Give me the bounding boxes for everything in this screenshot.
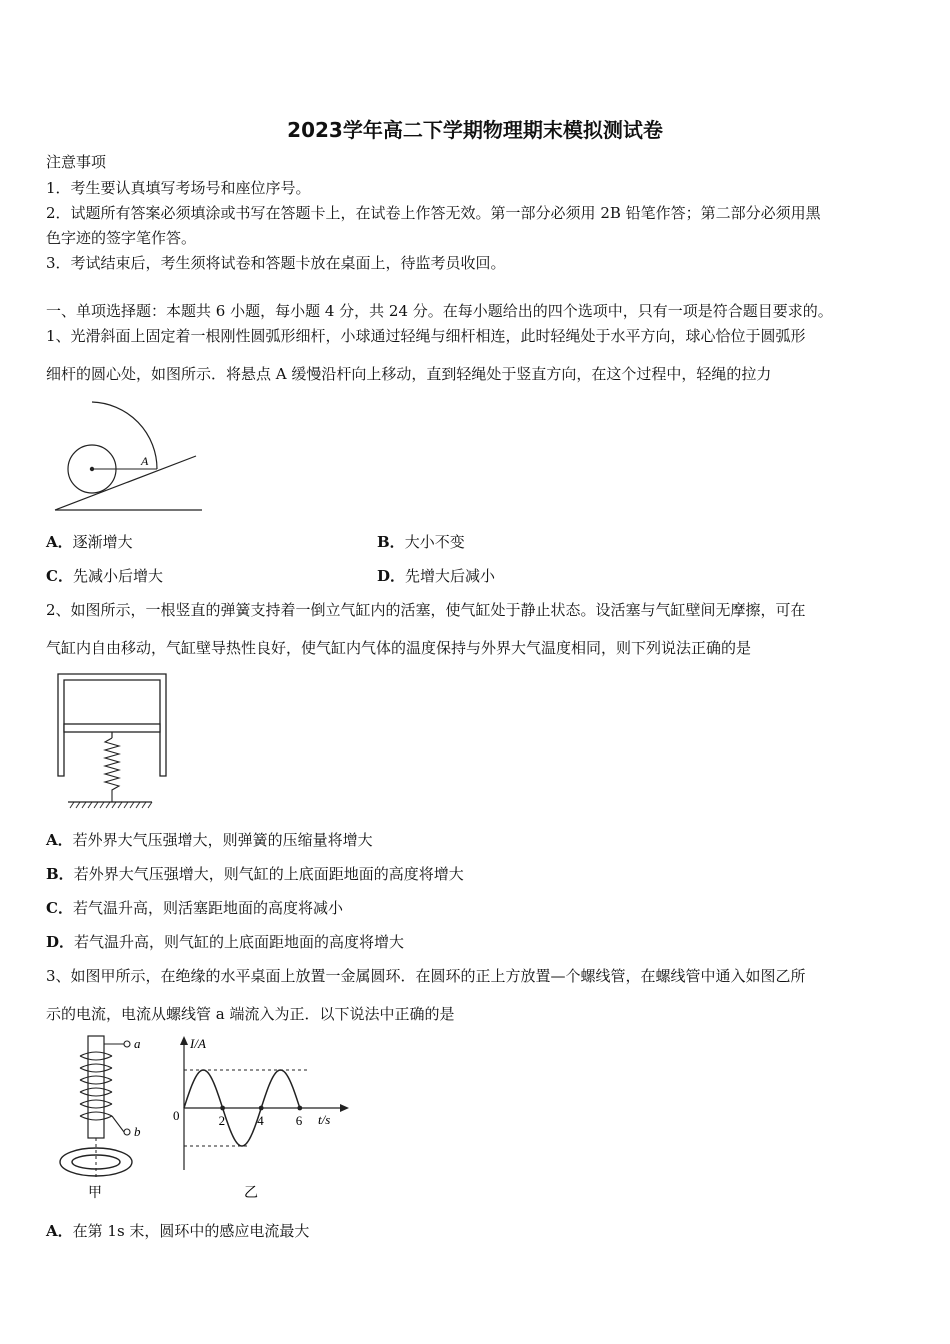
option-text: 大小不变: [404, 533, 465, 551]
notice-item-2-cont: 色字迹的签字笔作答。: [46, 229, 197, 247]
origin-label: 0: [173, 1108, 180, 1123]
option-text: 若气温升高，则活塞距地面的高度将减小: [72, 899, 343, 917]
option-letter: A．: [46, 1222, 73, 1240]
q1-figure-incline: [50, 398, 210, 516]
q1-option-d[interactable]: [377, 567, 495, 585]
option-letter: B．: [377, 533, 405, 551]
page-title: 2023学年高二下学期物理期末模拟测试卷: [287, 118, 663, 142]
option-text: 先减小后增大: [72, 567, 163, 585]
q3-option-a[interactable]: [46, 1222, 309, 1240]
q2-option-b[interactable]: [46, 865, 464, 883]
fig-caption-yi: 乙: [244, 1186, 258, 1201]
option-letter: D．: [377, 567, 406, 585]
tick-dot-6: [297, 1106, 302, 1111]
tick-dot-2: [220, 1106, 225, 1111]
y-axis-label: I/A: [190, 1036, 206, 1051]
section-heading: 一、单项选择题：本题共 6 小题，每小题 4 分，共 24 分。在每小题给出的四个选项中，只有一项是符合题目要求的。: [46, 302, 833, 320]
option-text: 若气温升高，则气缸的上底面距地面的高度将增大: [74, 933, 405, 951]
q2-option-c[interactable]: [46, 899, 343, 917]
x-axis-arrow: [340, 1104, 349, 1112]
q3-stem-line2: 示的电流，电流从螺线管 a 端流入为正．以下说法中正确的是: [46, 1005, 455, 1023]
q1-fig-label-a: A: [141, 454, 149, 468]
tick-label-6: 6: [295, 1113, 303, 1128]
q3-figure-current-graph: [168, 1034, 352, 1204]
terminal-a-label: a: [134, 1036, 141, 1051]
q2-stem-line2: 气缸内自由移动，气缸壁导热性良好，使气缸内气体的温度保持与外界大气温度相同，则下列说法正确的是: [46, 639, 752, 657]
notice-item-1: 1．考生要认真填写考场号和座位序号。: [46, 179, 311, 197]
tick-label-2: 2: [218, 1113, 226, 1128]
q1-stem-line2: 细杆的圆心处，如图所示．将悬点 A 缓慢沿杆向上移动，直到轻绳处于竖直方向，在这个过程中，轻绳的拉力: [46, 365, 772, 383]
option-text: 若外界大气压强增大，则气缸的上底面距地面的高度将增大: [73, 865, 464, 883]
q1-option-b[interactable]: [377, 533, 465, 551]
notice-heading: 注意事项: [46, 153, 107, 171]
q2-option-d[interactable]: [46, 933, 404, 951]
option-text: 逐渐增大: [72, 533, 133, 551]
q2-stem-line1: 2、如图所示，一根竖直的弹簧支持着一倒立气缸内的活塞，使气缸处于静止状态。设活塞与气缸壁间无摩擦，可在: [46, 601, 806, 619]
q1-stem-line1: 1、光滑斜面上固定着一根刚性圆弧形细杆，小球通过轻绳与细杆相连，此时轻绳处于水平方向，球心恰位于圆弧形: [46, 327, 806, 345]
option-letter: D．: [46, 933, 75, 951]
q1-option-c[interactable]: [46, 567, 163, 585]
q1-option-a[interactable]: [46, 533, 133, 551]
option-text: 若外界大气压强增大，则弹簧的压缩量将增大: [72, 831, 373, 849]
q3-figure-solenoid: [52, 1034, 162, 1204]
q3-stem-line1: 3、如图甲所示，在绝缘的水平桌面上放置一金属圆环．在圆环的正上方放置—个螺线管，在螺线管中通入如图乙所: [46, 967, 806, 985]
notice-item-3: 3．考试结束后，考生须将试卷和答题卡放在桌面上，待监考员收回。: [46, 254, 506, 272]
fig-caption-jia: 甲: [88, 1186, 102, 1201]
notice-item-2: 2．试题所有答案必须填涂或书写在答题卡上，在试卷上作答无效。第一部分必须用 2B 铅笔作答；第二部分必须用黑: [46, 204, 821, 222]
option-text: 先增大后减小: [405, 567, 496, 585]
option-letter: A．: [46, 533, 73, 551]
terminal-b-label: b: [134, 1124, 141, 1139]
x-axis-label: t/s: [318, 1112, 331, 1127]
option-letter: C．: [46, 899, 73, 917]
option-letter: A．: [46, 831, 73, 849]
tick-label-4: 4: [257, 1113, 264, 1128]
q2-option-a[interactable]: [46, 831, 373, 849]
tick-dot-4: [259, 1106, 264, 1111]
q2-figure-cylinder: [56, 672, 168, 812]
option-letter: B．: [46, 865, 74, 883]
y-axis-arrow: [180, 1036, 188, 1045]
option-letter: C．: [46, 567, 73, 585]
option-text: 在第 1s 末，圆环中的感应电流最大: [72, 1222, 310, 1240]
